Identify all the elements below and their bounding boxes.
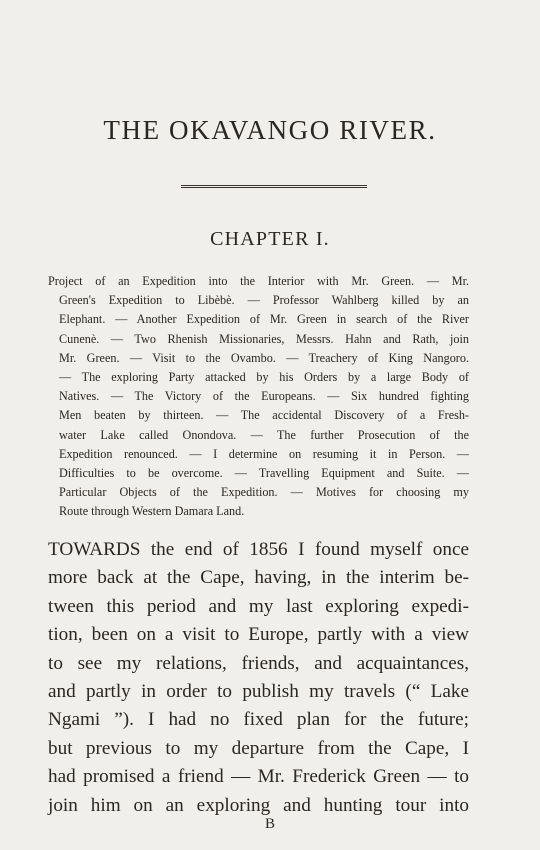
summary-line: Men beaten by thirteen. — The accidental Discovery of a Fresh- <box>59 408 469 423</box>
signature-mark: B <box>264 816 275 832</box>
body-line: more back at the Cape, having, in the interim be- <box>48 567 469 589</box>
chapter-heading: CHAPTER I. <box>210 228 330 250</box>
body-line: tween this period and my last exploring expedi- <box>48 595 469 617</box>
summary-line: water Lake called Onondova. — The further Prosecution of the <box>59 427 469 442</box>
body-line: had promised a friend — Mr. Frederick Green — to <box>48 766 469 788</box>
body-paragraph <box>48 536 469 820</box>
body-line: to see my relations, friends, and acquaintances, <box>48 652 469 674</box>
summary-line: Natives. — The Victory of the Europeans. — Six hundred fighting <box>59 389 469 404</box>
body-line: TOWARDS the end of 1856 I found myself once <box>48 539 469 560</box>
body-line: and partly in order to publish my travels (“ Lake <box>48 681 469 703</box>
summary-line: Difficulties to be overcome. — Travelling Equipment and Suite. — <box>59 466 469 481</box>
chapter-summary <box>48 272 469 522</box>
title-rule <box>181 185 367 188</box>
body-line: Ngami ”). I had no fixed plan for the future; <box>48 709 469 731</box>
summary-line: Particular Objects of the Expedition. — Motives for choosing my <box>59 485 469 500</box>
summary-line: Cunenè. — Two Rhenish Missionaries, Messrs. Hahn and Rath, join <box>59 331 469 346</box>
body-line: join him on an exploring and hunting tour into <box>48 794 469 816</box>
summary-line: — The exploring Party attacked by his Orders by a large Body of <box>59 370 469 385</box>
body-line: but previous to my departure from the Cape, I <box>48 737 469 759</box>
summary-line: Mr. Green. — Visit to the Ovambo. — Treachery of King Nangoro. <box>59 350 469 365</box>
summary-line: Elephant. — Another Expedition of Mr. Green in search of the River <box>59 312 469 327</box>
summary-line: Project of an Expedition into the Interior with Mr. Green. — Mr. <box>48 274 469 288</box>
body-line: tion, been on a visit to Europe, partly with a view <box>48 624 469 646</box>
book-title: THE OKAVANGO RIVER. <box>103 115 437 145</box>
summary-line: Green's Expedition to Libèbè. — Professor Wahlberg killed by an <box>59 293 469 308</box>
summary-line: Expedition renounced. — I determine on resuming it in Person. — <box>59 446 469 461</box>
summary-line: Route through Western Damara Land. <box>59 504 245 519</box>
